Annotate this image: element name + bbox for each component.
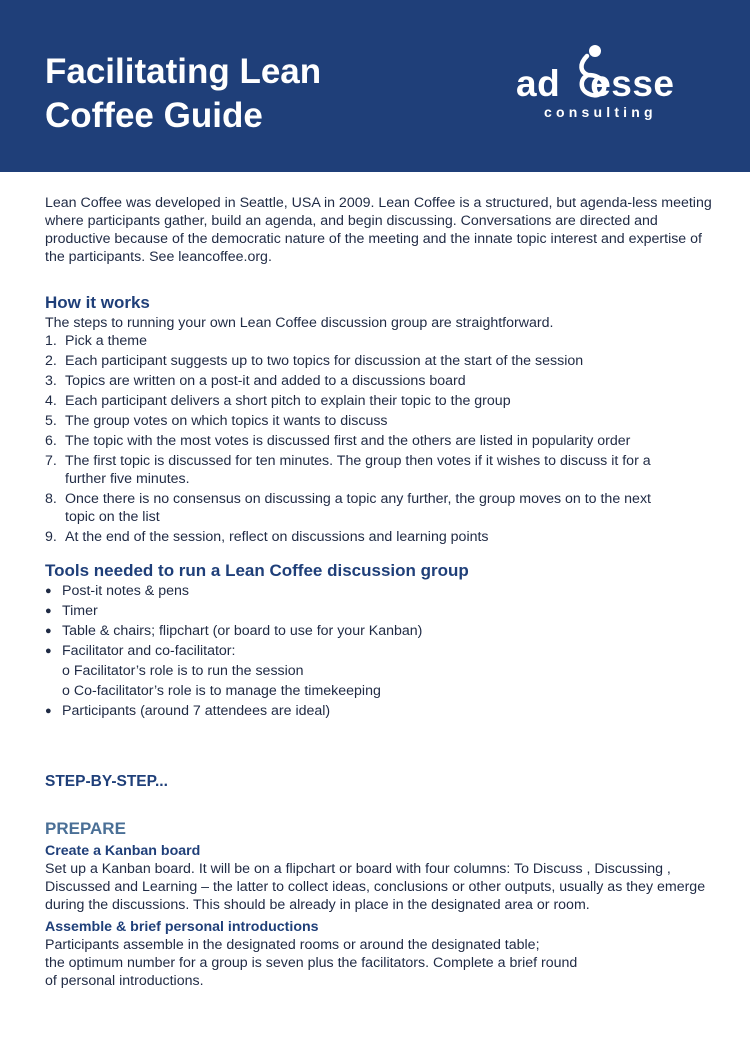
bullet-icon: ● (45, 585, 52, 597)
title-line-1: Facilitating Lean (45, 52, 322, 91)
how-it-works-lead: The steps to running your own Lean Coffee discussion group are straightforward. (45, 315, 554, 331)
bullet-icon: ● (45, 625, 52, 637)
logo-figure-icon (578, 44, 608, 102)
title-line-2: Coffee Guide (45, 96, 263, 135)
header-banner (0, 0, 750, 172)
tools-heading: Tools needed to run a Lean Coffee discussion group (45, 561, 469, 580)
list-item: 6. The topic with the most votes is discussed first and the others are listed in popularity order (45, 433, 631, 449)
introductions-text-line-2: the optimum number for a group is seven plus the facilitators. Complete a brief round (45, 955, 578, 971)
introductions-section-title: Assemble & brief personal introductions (45, 919, 319, 935)
page-title (45, 50, 425, 138)
list-item: 2. Each participant suggests up to two topics for discussion at the start of the session (45, 353, 584, 369)
list-item: ● Participants (around 7 attendees are ideal) (45, 703, 331, 719)
list-item: ● Facilitator and co-facilitator: (45, 643, 236, 659)
kanban-section-text: Set up a Kanban board. It will be on a flipchart or board with four columns: To Discuss , Discussing , Discussed and Learning – the latter to collect ideas, conclusions or other outputs, usually as they emerge during the discussions. This should be already in place in the designated area or room. (45, 861, 706, 913)
list-item: ● Timer (45, 603, 98, 619)
list-item: ● Post-it notes & pens (45, 583, 189, 599)
sub-list-item: o Facilitator’s role is to run the session (62, 663, 304, 679)
list-item: 8. Once there is no consensus on discussing a topic any further, the group moves on to the next topic on the list (45, 491, 651, 525)
tools-list (45, 582, 715, 720)
list-item: 7. The first topic is discussed for ten minutes. The group then votes if it wishes to discuss it for a further five minutes. (45, 453, 651, 487)
logo-subtitle: consulting (544, 104, 657, 120)
bullet-icon: ● (45, 605, 52, 617)
list-item: 3. Topics are written on a post-it and added to a discussions board (45, 373, 466, 389)
bullet-icon: ● (45, 705, 52, 717)
list-item: 9. At the end of the session, reflect on discussions and learning points (45, 529, 489, 545)
sub-list-item: o Co-facilitator’s role is to manage the timekeeping (62, 683, 381, 699)
intro-paragraph: Lean Coffee was developed in Seattle, USA in 2009. Lean Coffee is a structured, but agenda-less meeting where participants gather, build an agenda, and begin discussing. Conversations are directed and productive because of the democratic nature of the meeting and the innate topic interest and expertise of the participants. See leancoffee.org. (45, 195, 712, 265)
list-item: 5. The group votes on which topics it wants to discuss (45, 413, 388, 429)
logo-word-left: ad (516, 63, 561, 104)
prepare-heading: PREPARE (45, 819, 126, 838)
step-by-step-heading: STEP-BY-STEP... (45, 773, 168, 790)
how-it-works-heading: How it works (45, 293, 150, 312)
adesse-logo (516, 44, 716, 124)
list-item: ● Table & chairs; flipchart (or board to use for your Kanban) (45, 623, 423, 639)
steps-list (45, 332, 715, 546)
introductions-text-line-3: of personal introductions. (45, 973, 204, 989)
main-content (45, 194, 715, 990)
kanban-section-title: Create a Kanban board (45, 843, 201, 859)
bullet-icon: ● (45, 645, 52, 657)
logo-word-right: esse (590, 63, 675, 104)
list-item: 4. Each participant delivers a short pitch to explain their topic to the group (45, 393, 511, 409)
list-item: 1. Pick a theme (45, 333, 148, 349)
introductions-text-line-1: Participants assemble in the designated rooms or around the designated table; (45, 937, 540, 953)
